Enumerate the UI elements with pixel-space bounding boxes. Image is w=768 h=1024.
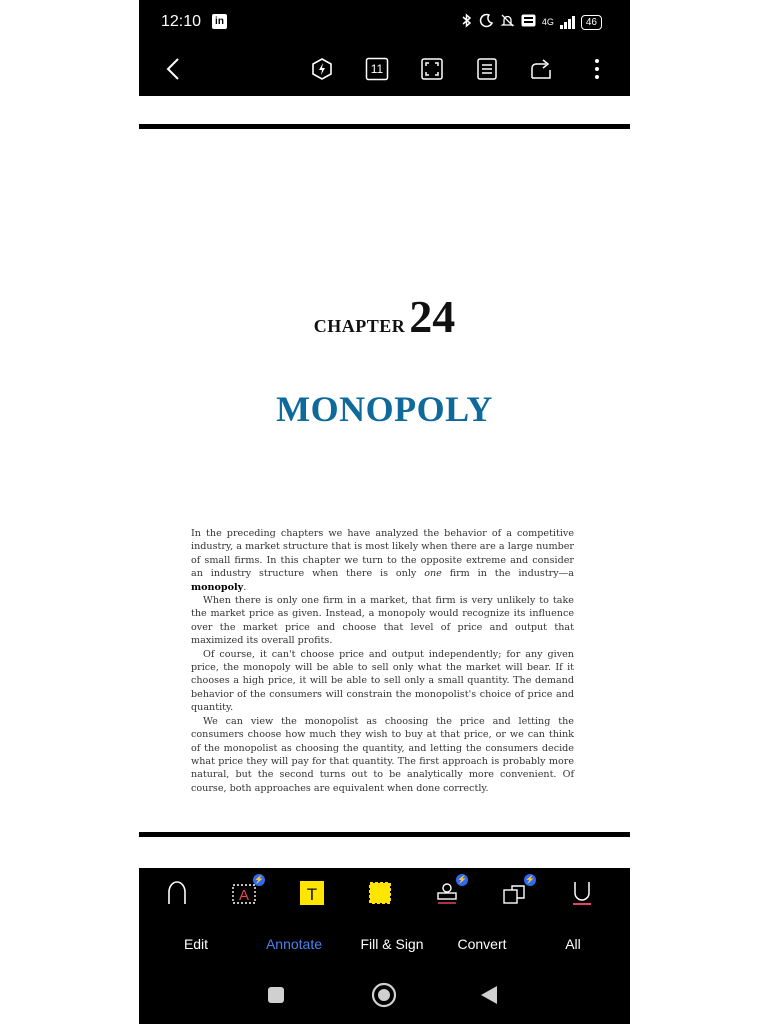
body-text [191,527,574,795]
tab-edit[interactable]: Edit [183,936,209,952]
highlighter-pen-icon[interactable] [160,876,194,910]
page-bottom-border [139,832,630,837]
page-number-icon[interactable] [364,56,390,82]
phone-screen [139,0,630,1024]
ai-icon[interactable] [309,56,335,82]
tab-convert[interactable]: Convert [457,936,507,952]
recents-icon[interactable] [267,986,285,1009]
underline-icon[interactable] [565,876,599,910]
premium-badge-icon: ⚡ [525,875,535,884]
pdf-page[interactable] [139,130,630,830]
text-highlight-icon[interactable] [295,876,329,910]
back-icon[interactable] [160,56,186,82]
battery-icon: 46 [581,15,602,30]
clock: 12:10 [161,13,202,30]
premium-badge-icon: ⚡ [457,875,467,884]
bluetooth-icon [461,13,473,32]
volte-icon [521,14,536,31]
premium-badge-icon: ⚡ [254,875,264,884]
text-highlight-glyph: T [306,885,318,904]
text-box-icon[interactable] [227,875,264,910]
stamp-icon[interactable] [430,875,467,910]
text-box-glyph: A [238,887,250,904]
chapter-number: 24 [409,291,456,342]
area-highlight-icon[interactable] [363,876,397,910]
underline-glyph: U [569,879,570,880]
mode-tabs [139,918,630,968]
reading-mode-icon[interactable] [474,56,500,82]
fullscreen-icon[interactable] [419,56,445,82]
mute-bell-icon [500,13,515,32]
paragraph-2: When there is only one firm in a market, that firm is very unlikely to take the market price as given. Instead, a monopoly would recognize its influence over the market price and choose that level of price and output that maximized its overall profits. [191,595,574,647]
back-nav-icon[interactable] [480,985,498,1010]
chapter-label: CHAPTER [313,316,406,336]
share-icon[interactable] [529,56,555,82]
page-top-border [139,124,630,129]
paragraph-3: Of course, it can't choose price and output independently; for any given price, the monopoly will be able to sell only what the market will bear. If it chooses a high price, it will be able to sell only a small quantity. The demand behavior of the consumers will constrain the monopolist's choice of price and quantity. [191,648,574,714]
page-number: 11 [370,62,384,76]
dnd-moon-icon [479,13,494,32]
tab-fill-sign[interactable]: Fill & Sign [360,936,424,952]
chapter-heading [139,290,630,343]
shapes-icon[interactable] [498,875,535,910]
chapter-title: MONOPOLY [276,389,493,429]
more-icon[interactable] [584,56,610,82]
network-type: 4G [541,16,554,27]
status-icons [461,11,602,33]
tab-all[interactable]: All [565,936,581,952]
home-icon[interactable] [371,982,397,1013]
linkedin-icon: in [212,14,227,29]
status-bar [139,0,630,44]
paragraph-1: In the preceding chapters we have analyzed the behavior of a competitive industry, a market structure that is most likely when there are a large number of small firms. In this chapter we turn to the opposite extreme and consider an industry structure when there is only one firm in the industry—a monopoly. [191,528,574,593]
paragraph-4: We can view the monopolist as choosing the price and letting the consumers choose how much they wish to buy at that price, or we can think of the monopolist as choosing the quantity, and letting the consumers decide what price they will pay for that quantity. The first approach is probably more natural, but the second turns out to be analytically more convenient. Of course, both approaches are equivalent when done correctly. [191,715,574,794]
signal-icon [560,16,575,29]
system-nav-bar [139,968,630,1024]
tab-annotate[interactable]: Annotate [265,936,323,952]
reader-toolbar [139,44,630,96]
annotate-toolbar [139,868,630,918]
